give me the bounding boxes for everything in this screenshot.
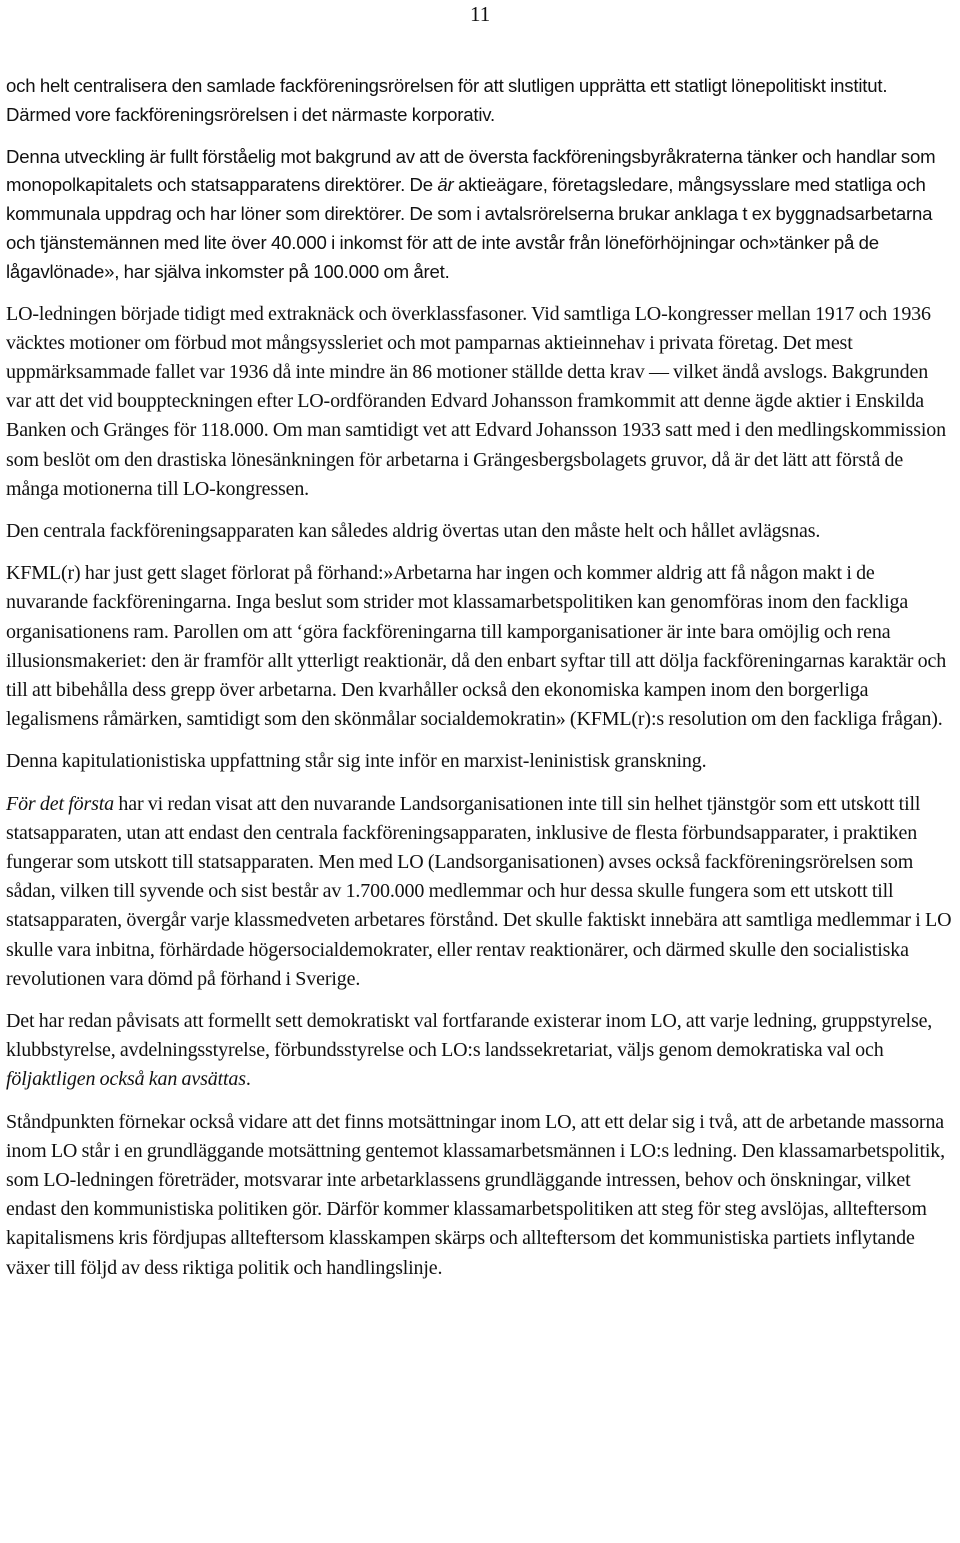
paragraph-7-emphasis: För det första [6, 792, 115, 815]
paragraph-8 [6, 1007, 952, 1095]
paragraph-8-emphasis: följaktligen också kan avsättas [6, 1068, 246, 1091]
paragraph-4 [6, 517, 952, 546]
paragraph-2 [6, 143, 952, 287]
document-body [6, 72, 952, 1296]
paragraph-2-text-b: aktieägare, företagsledare, mångsysslare med statliga och kommunala uppdrag och har löner som direktörer. De som i avtalsrörelserna brukar anklaga t ex byggnadsarbetarna och tjänstemännen med lite över 40.000 i inkomst för att de inte avstår från löneförhöjningar och»tänker på de lågavlönade», har själva inkomster på 100.000 om året. [6, 174, 933, 282]
paragraph-5 [6, 559, 952, 734]
paragraph-5-text: KFML(r) har just gett slaget förlorat på förhand:»Arbetarna har ingen och kommer aldrig att få någon makt i de nuvarande fackföreningarna. Inga beslut som strider mot klassamarbetspolitiken kan genomföras inom den fackliga organisationens ram. Parollen om att ‘göra fackföreningarna till kamporganisationer är inte bara omöjlig och rena illusionsmakeriet: den är framför allt ytterligt reaktionär, då den enbart syftar till att dölja fackföreningarnas karaktär och till att bibehålla dess grepp över arbetarna. Den kvarhåller också den ekonomiska kampen inom den borgerliga legalismens råmärken, samtidigt som den skönmålar socialdemokratin» (KFML(r):s resolution om den fackliga frågan). [6, 562, 947, 731]
paragraph-6 [6, 747, 952, 776]
paragraph-8-text-b: . [245, 1068, 251, 1091]
paragraph-2-text-a: Denna utveckling är fullt förståelig mot bakgrund av att de översta fackföreningsbyråkraterna tänker och handlar som monopolkapitalets och statsapparatens direktörer. De [6, 145, 936, 196]
paragraph-3 [6, 300, 952, 504]
paragraph-9 [6, 1108, 952, 1283]
paragraph-6-text: Denna kapitulationistiska uppfattning står sig inte inför en marxist-leninistisk granskning. [6, 750, 707, 773]
paragraph-3-text: LO-ledningen började tidigt med extraknäck och överklassfasoner. Vid samtliga LO-kongresser mellan 1917 och 1936 väcktes motioner om förbud mot mångsyssleriet och mot pamparnas aktieinnehav i privata företag. Det mest uppmärksammade fallet var 1936 då inte mindre än 86 motioner ställde detta krav — vilket ändå avslogs. Bakgrunden var att det vid bouppteckningen efter LO-ordföranden Edvard Johansson framkommit att denne ägde aktier i Enskilda Banken och Gränges för 118.000. Om man samtidigt vet att Edvard Johansson 1933 satt med i den medlingskommission som beslöt om den drastiska lönesänkningen för arbetarna i Grängesbergsbolagets gruvor, då är det lätt att förstå de många motionerna till LO-kongressen. [6, 302, 946, 500]
paragraph-7-text: har vi redan visat att den nuvarande Landsorganisationen inte till sin helhet tjänstgör som ett utskott till statsapparaten, utan att endast den centrala fackföreningsapparaten, inklusive de flesta förbundsapparater, i praktiken fungerar som utskott till statsapparaten. Men med LO (Landsorganisationen) avses också fackföreningsrörelsen som sådan, vilken till syvende och sist består av 1.700.000 medlemmar och hur dessa skulle fungera som ett utskott till statsapparaten, övergår varje klassmedveten arbetares förstånd. Det skulle faktiskt innebära att samtliga medlemmar i LO skulle vara inbitna, förhärdade högersocialdemokrater, eller rentav reaktionärer, och därmed skulle den socialistiska revolutionen vara dömd på förhand i Sverige. [6, 792, 952, 990]
page-number: 11 [470, 2, 491, 26]
paragraph-7 [6, 790, 952, 994]
paragraph-1 [6, 72, 952, 130]
paragraph-9-text: Ståndpunkten förnekar också vidare att det finns motsättningar inom LO, att ett delar sig i två, att de arbetande massorna inom LO står i en grundläggande motsättning gentemot klassamarbetsmännen i LO:s ledning. Den klassamarbetspolitik, som LO-ledningen företräder, motsvarar inte arbetarklassens grundläggande intressen, behov och önskningar, vilket endast den kommunistiska politiken gör. Därför kommer klassamarbetspolitiken att steg för steg avslöjas, allteftersom kapitalismens kris fördjupas allteftersom klasskampen skärps och allteftersom det kommunistiska partiets inflytande växer till följd av dess riktiga politik och handlingslinje. [6, 1110, 945, 1279]
paragraph-4-text: Den centrala fackföreningsapparaten kan således aldrig övertas utan den måste helt och hållet avlägsnas. [6, 520, 821, 542]
paragraph-1-text: och helt centralisera den samlade fackföreningsrörelsen för att slutligen upprätta ett statligt lönepolitiskt institut. Därmed vore fackföreningsrörelsen i det närmaste korporativ. [6, 75, 888, 125]
paragraph-8-text-a: Det har redan påvisats att formellt sett demokratiskt val fortfarande existerar inom LO, att varje ledning, gruppstyrelse, klubbstyrelse, avdelningsstyrelse, förbundsstyrelse och LO:s landssekretariat, väljs genom demokratiska val och [6, 1010, 933, 1062]
paragraph-2-emphasis: är [437, 174, 454, 196]
